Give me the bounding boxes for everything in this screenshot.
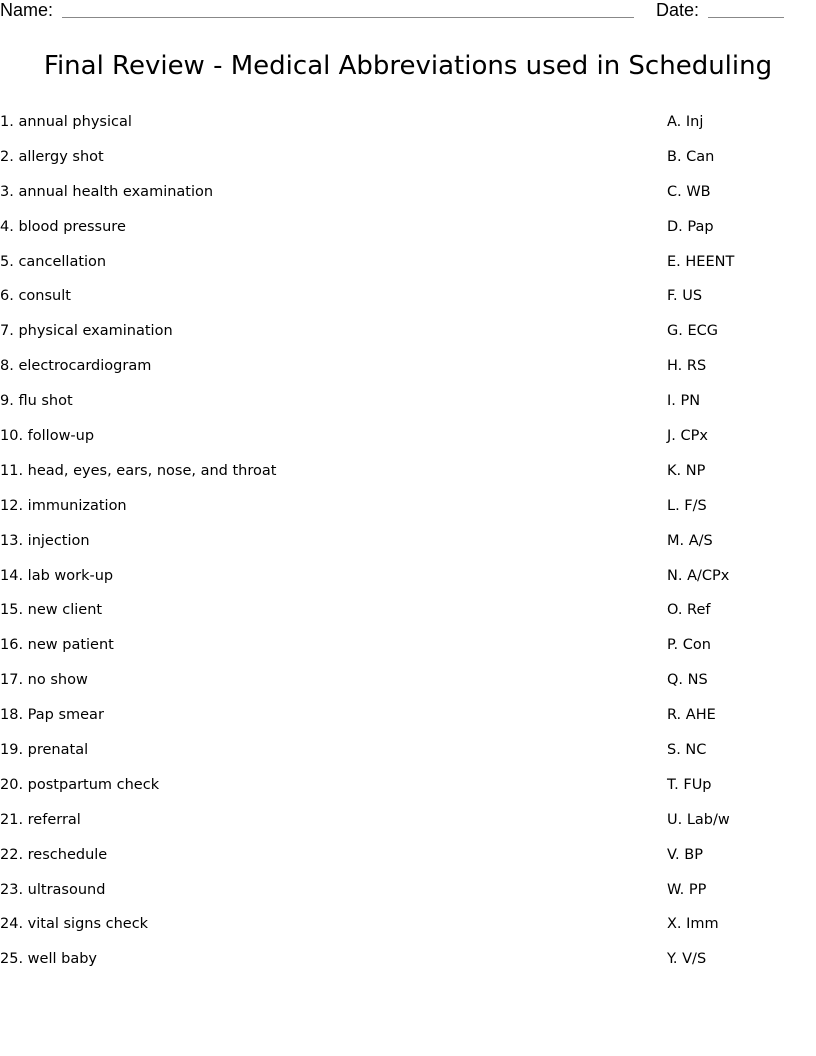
abbreviation-item: L. F/S [667,497,707,514]
abbreviation-item: Y. V/S [667,951,707,968]
term-item: 4. blood pressure [0,218,126,235]
abbreviation-item: E. HEENT [667,253,735,270]
abbreviation-item: S. NC [667,742,707,759]
date-label: Date: [656,0,700,20]
abbreviation-item: G. ECG [667,323,718,340]
abbreviation-item: O. Ref [667,602,711,619]
term-item: 24. vital signs check [0,916,149,933]
abbreviation-item: K. NP [667,462,706,479]
abbreviation-item: F. US [667,288,703,305]
abbreviation-item: I. PN [667,393,701,410]
term-item: 9. flu shot [0,393,73,410]
term-item: 14. lab work-up [0,567,114,584]
term-item: 13. injection [0,532,90,549]
abbreviation-item: T. FUp [667,776,712,793]
abbreviation-item: V. BP [667,846,703,863]
abbreviation-item: D. Pap [667,218,714,235]
abbreviation-item: J. CPx [667,428,708,445]
name-label: Name: [0,0,54,20]
abbreviation-item: X. Imm [667,916,719,933]
name-blank-line [62,17,634,18]
worksheet-header [0,0,816,24]
abbreviation-item: Q. NS [667,672,708,689]
term-item: 20. postpartum check [0,776,160,793]
page-title: Final Review - Medical Abbreviations used in Scheduling [43,51,773,81]
abbreviation-item: U. Lab/w [667,811,730,828]
term-item: 22. reschedule [0,846,108,863]
term-item: 7. physical examination [0,323,173,340]
abbreviation-item: A. Inj [667,114,704,130]
abbreviation-item: M. A/S [667,532,713,549]
abbreviation-item: H. RS [667,358,707,375]
abbreviations-list [667,112,807,984]
term-item: 2. allergy shot [0,148,104,165]
term-item: 17. no show [0,672,88,689]
term-item: 25. well baby [0,951,97,968]
term-item: 5. cancellation [0,253,107,270]
term-item: 21. referral [0,811,81,828]
terms-list [0,112,600,984]
term-item: 1. annual physical [0,114,132,130]
abbreviation-item: C. WB [667,183,711,200]
abbreviation-item: N. A/CPx [667,567,730,584]
term-item: 11. head, eyes, ears, nose, and throat [0,462,277,479]
abbreviation-item: B. Can [667,148,715,165]
abbreviation-item: P. Con [667,637,711,654]
term-item: 23. ultrasound [0,881,106,898]
term-item: 6. consult [0,288,71,305]
term-item: 3. annual health examination [0,183,214,200]
term-item: 18. Pap smear [0,707,104,724]
term-item: 8. electrocardiogram [0,358,152,375]
term-item: 15. new client [0,602,103,619]
abbreviation-item: W. PP [667,881,707,898]
term-item: 19. prenatal [0,742,89,759]
date-blank-line [708,17,784,18]
abbreviation-item: R. AHE [667,707,716,724]
term-item: 16. new patient [0,637,114,654]
term-item: 12. immunization [0,497,127,514]
term-item: 10. follow-up [0,428,95,445]
